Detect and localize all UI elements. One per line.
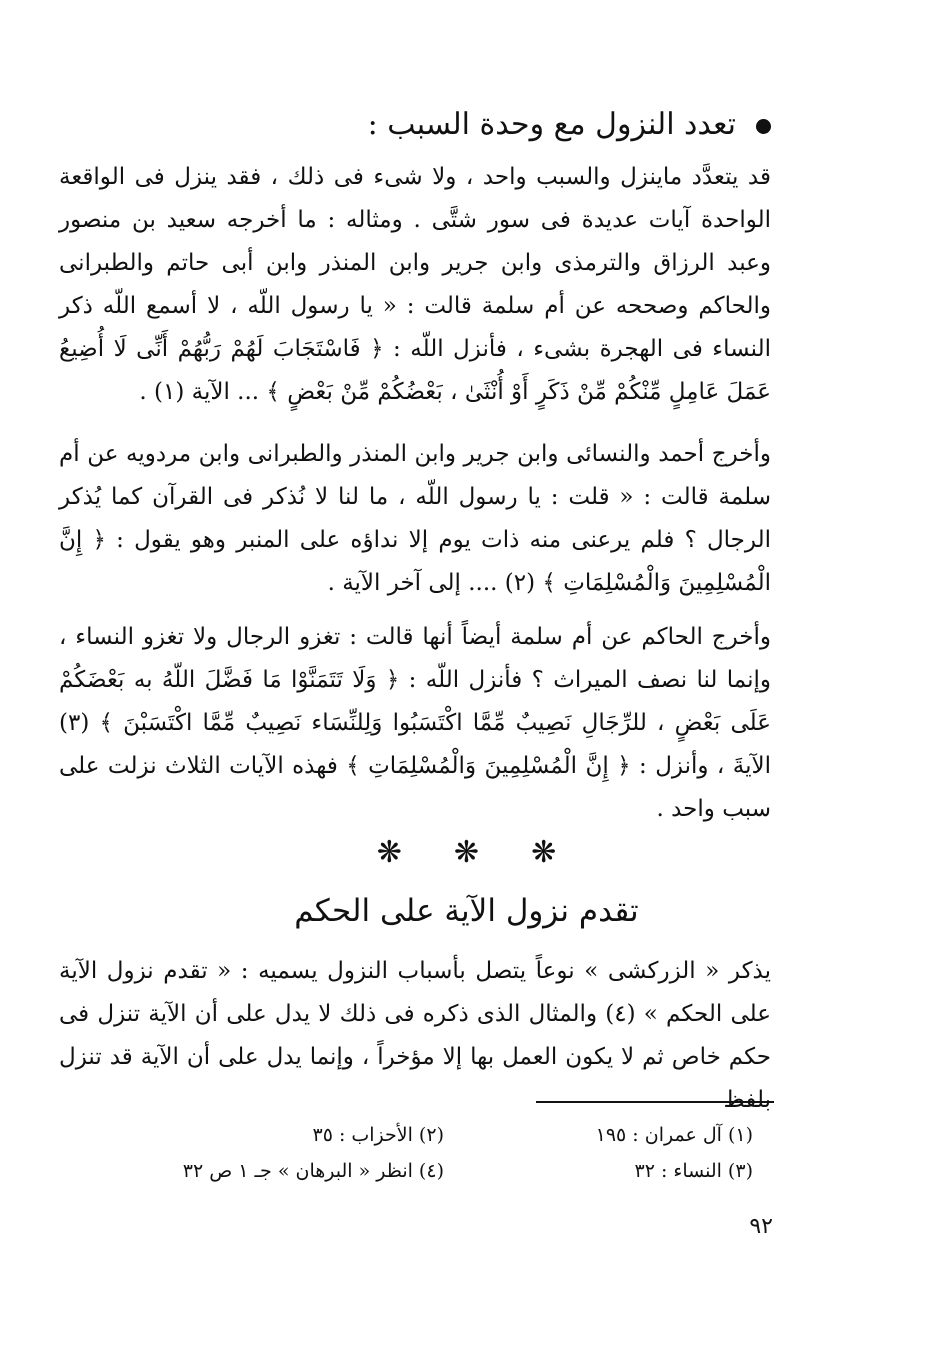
- paragraph: وأخرج أحمد والنسائى وابن جرير وابن المنذر والطبرانى وابن مردويه عن أم سلمة قالت : « قلت : يا رسول اللّه ، ما لنا لا نُذكر فى القرآن كما يُذكر الرجال ؟ فلم يرعنى منه ذات يوم إلا نداؤه على المنبر وهو يقول : ﴿ إِنَّ الْمُسْلِمِينَ وَالْمُسْلِمَاتِ ﴾ (٢) .... إلى آخر الآية .: [59, 441, 771, 596]
- asterisk-icon: ❋: [531, 835, 557, 870]
- section-title: تقدم نزول الآية على الحكم: [294, 893, 639, 929]
- footnote: (٢) الأحزاب : ٣٥: [312, 1124, 444, 1146]
- footnote-divider: [536, 1101, 774, 1103]
- asterisk-icon: ❋: [453, 835, 480, 870]
- footnote: (٣) النساء : ٣٢: [634, 1160, 753, 1182]
- page-number: ٩٢: [749, 1214, 773, 1239]
- paragraph: وأخرج الحاكم عن أم سلمة أيضاً أنها قالت : تغزو الرجال ولا تغزو النساء ، وإنما لنا نصف الميراث ؟ فأنزل اللّه : ﴿ وَلَا تَتَمَنَّوْا مَا فَضَّلَ اللّهُ به بَعْضَكُمْ عَلَى بَعْضٍ ، للرِّجَالِ نَصِيبٌ مِّمَّا اكْتَسَبُوا وَلِلنِّسَاء نَصِيبٌ مِّمَّا اكْتَسَبْنَ ﴾ (٣) الآيةَ ، وأنزل : ﴿ إِنَّ الْمُسْلِمِينَ وَالْمُسْلِمَاتِ ﴾ فهذه الآيات الثلاث نزلت على سبب واحد .: [59, 624, 771, 822]
- footnote: (٤) انظر « البرهان » جـ ١ ص ٣٢: [182, 1160, 444, 1182]
- subheading: [368, 100, 771, 150]
- bullet-icon: [756, 119, 771, 134]
- subheading-text: تعدد النزول مع وحدة السبب :: [367, 107, 736, 142]
- paragraph: يذكر « الزركشى » نوعاً يتصل بأسباب النزول يسميه : « تقدم نزول الآية على الحكم » (٤) والمثال الذى ذكره فى ذلك لا يدل على أن الآية تنزل فى حكم خاص ثم لا يكون العمل بها إلا مؤخراً ، وإنما يدل على أن الآية قد تنزل بلفظ: [59, 958, 771, 1113]
- section-separator: [0, 835, 933, 870]
- footnote: (١) آل عمران : ١٩٥: [595, 1124, 753, 1146]
- paragraph: قد يتعدَّد ماينزل والسبب واحد ، ولا شىء فى ذلك ، فقد ينزل فى الواقعة الواحدة آيات عديدة فى سور شتَّى . ومثاله : ما أخرجه سعيد بن منصور وعبد الرزاق والترمذى وابن جرير وابن المنذر وابن أبى حاتم والطبرانى والحاكم وصححه عن أم سلمة قالت : « يا رسول اللّه ، لا أسمع اللّه ذكر النساء فى الهجرة بشىء ، فأنزل اللّه : ﴿ فَاسْتَجَابَ لَهُمْ رَبُّهُمْ أَنِّى لَا أُضِيعُ عَمَلَ عَامِلٍ مِّنْكُمْ مِّنْ ذَكَرٍ أَوْ أُنْثَىٰ ، بَعْضُكُمْ مِّنْ بَعْضٍ ﴾ ... الآية (١) .: [59, 164, 771, 405]
- asterisk-icon: ❋: [376, 835, 402, 870]
